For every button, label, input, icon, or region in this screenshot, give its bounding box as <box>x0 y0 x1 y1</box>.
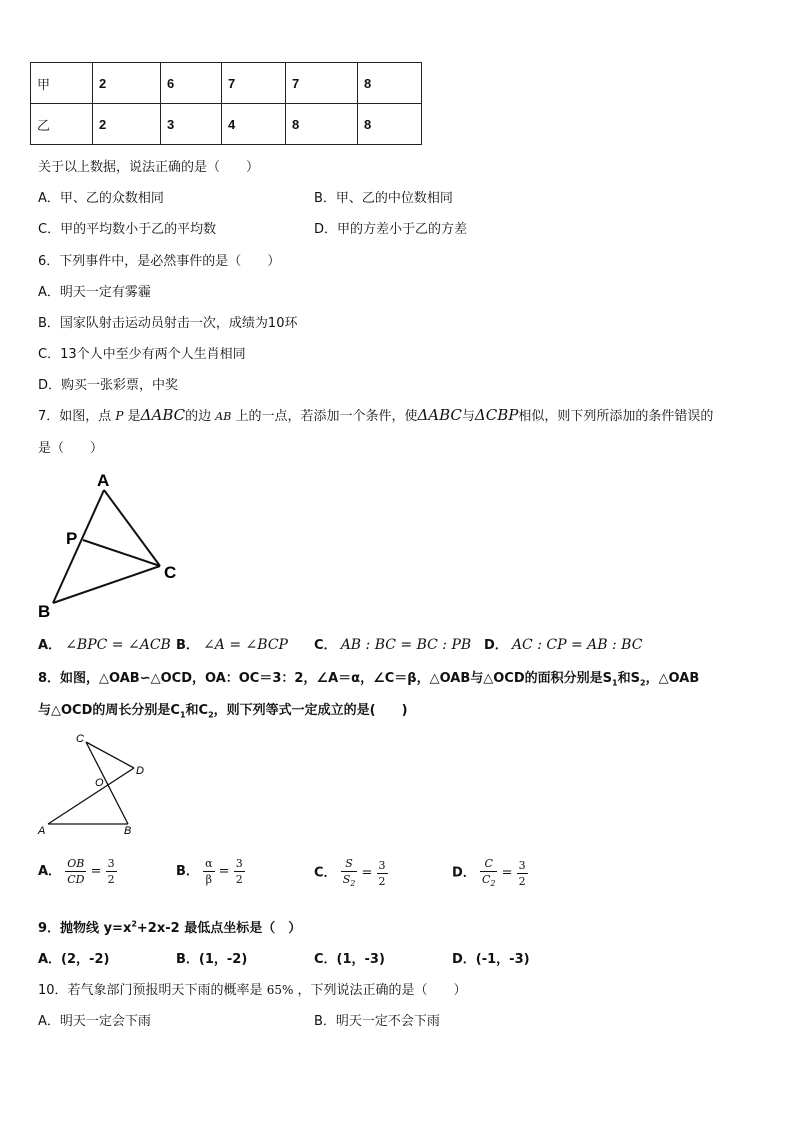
q7-text: 的边 <box>185 409 212 424</box>
q7-side-ab-line <box>53 490 104 603</box>
q7-label-a: A <box>97 471 110 490</box>
q9-option-b: B．(1，-2) <box>176 952 248 967</box>
q7-label-p: P <box>66 529 78 548</box>
q8-segment-ad <box>48 768 134 824</box>
q8-label-b: B <box>124 825 132 837</box>
q7-side-bc-line <box>53 566 160 603</box>
q9-option-a: A．(2，-2) <box>38 952 110 967</box>
q7-text: 上的一点，若添加一个条件，使 <box>235 409 418 424</box>
q8-label-d: D <box>136 765 144 777</box>
table-cell: 2 <box>93 63 161 104</box>
q8-label-o: O <box>95 777 104 789</box>
q8-option-b: B． $\frac{\alpha}{\beta}$ = $\frac{3}{2}$ <box>176 857 243 886</box>
q7-stem <box>38 405 713 424</box>
table-cell: 4 <box>222 104 286 145</box>
q7-option-a: A． ∠BPC = ∠ACB <box>38 637 171 653</box>
row-label: 乙 <box>31 104 93 145</box>
q7-option-c: C． AB : BC = BC : PB <box>314 637 472 653</box>
q7-label-c: C <box>164 563 177 582</box>
q8-label-c: C <box>76 733 84 745</box>
q8-similar-triangles-figure <box>36 728 156 838</box>
q7-side-ab: AB <box>215 410 232 423</box>
q5-option-d: D．甲的方差小于乙的方差 <box>314 222 468 237</box>
q7-option-b: B． ∠A = ∠BCP <box>176 637 288 653</box>
q7-triangle-abc: ΔABC <box>140 406 186 424</box>
table-row <box>31 104 422 145</box>
table-cell: 7 <box>222 63 286 104</box>
table-cell: 2 <box>93 104 161 145</box>
q7-point-p: P <box>115 409 124 423</box>
q5-stem: 关于以上数据，说法正确的是（ ） <box>38 160 260 175</box>
q7-triangle-cbp: ΔCBP <box>474 406 519 424</box>
q7-triangle-abc-2: ΔABC <box>417 406 462 424</box>
table-cell: 6 <box>161 63 222 104</box>
table-cell: 3 <box>161 104 222 145</box>
q9-option-c: C．(1，-3) <box>314 952 385 967</box>
q7-side-ac-line <box>104 490 160 566</box>
table-cell: 8 <box>358 63 422 104</box>
q7-segment-pc-line <box>83 540 160 566</box>
q10-option-a: A．明天一定会下雨 <box>38 1014 151 1029</box>
table-cell: 8 <box>358 104 422 145</box>
q8-option-d: D． $\frac{C}{C_2}$ = $\frac{3}{2}$ <box>452 857 526 889</box>
table-cell: 7 <box>286 63 358 104</box>
q6-option-a: A．明天一定有雾霾 <box>38 285 151 300</box>
q6-option-c: C．13个人中至少有两个人生肖相同 <box>38 347 246 362</box>
q6-option-d: D．购买一张彩票，中奖 <box>38 378 179 393</box>
q9-option-d: D．(-1，-3) <box>452 952 530 967</box>
q10-stem: 10．若气象部门预报明天下雨的概率是 65% ，下列说法正确的是（ ） <box>38 983 467 998</box>
q7-text: 相似，则下列所添加的条件错误的 <box>518 409 714 424</box>
q8-stem-line2: 与△OCD的周长分别是$C_1$和$C_2$，则下列等式一定成立的是( ) <box>38 703 408 720</box>
table-row <box>31 63 422 104</box>
table-cell: 8 <box>286 104 358 145</box>
q7-label-b: B <box>38 602 51 618</box>
q10-option-b: B．明天一定不会下雨 <box>314 1014 440 1029</box>
q8-option-c: C． $\frac{S}{S_2}$ = $\frac{3}{2}$ <box>314 857 386 889</box>
q8-segment-cb <box>86 742 128 824</box>
q9-stem: 9．抛物线 $y=x^2+2x-2$ 最低点坐标是（ ） <box>38 919 302 936</box>
q8-option-a: A． $\frac{OB}{CD}$ = $\frac{3}{2}$ <box>38 857 115 886</box>
q5-option-a: A．甲、乙的众数相同 <box>38 191 164 206</box>
q7-triangle-figure <box>36 468 186 618</box>
q5-option-b: B．甲、乙的中位数相同 <box>314 191 453 206</box>
q5-option-c: C．甲的平均数小于乙的平均数 <box>38 222 217 237</box>
q7-text: 7．如图，点 <box>38 409 112 424</box>
q7-option-d: D． AC : CP = AB : BC <box>484 637 643 653</box>
q6-stem: 6．下列事件中，是必然事件的是（ ） <box>38 254 281 269</box>
q7-stem-line2: 是（ ） <box>38 441 104 456</box>
q6-option-b: B．国家队射击运动员射击一次，成绩为10环 <box>38 316 298 331</box>
q8-label-a: A <box>38 825 46 837</box>
q7-text: 是 <box>127 409 141 424</box>
row-label: 甲 <box>31 63 93 104</box>
q8-stem: 8．如图，△OAB∽△OCD，OA：OC＝3：2，∠A＝α，∠C＝β，△OAB与△OCD的面积分别是$S_1$和$S_2$，△OAB <box>38 671 700 688</box>
data-table <box>30 62 422 145</box>
q7-text: 与 <box>461 409 475 424</box>
